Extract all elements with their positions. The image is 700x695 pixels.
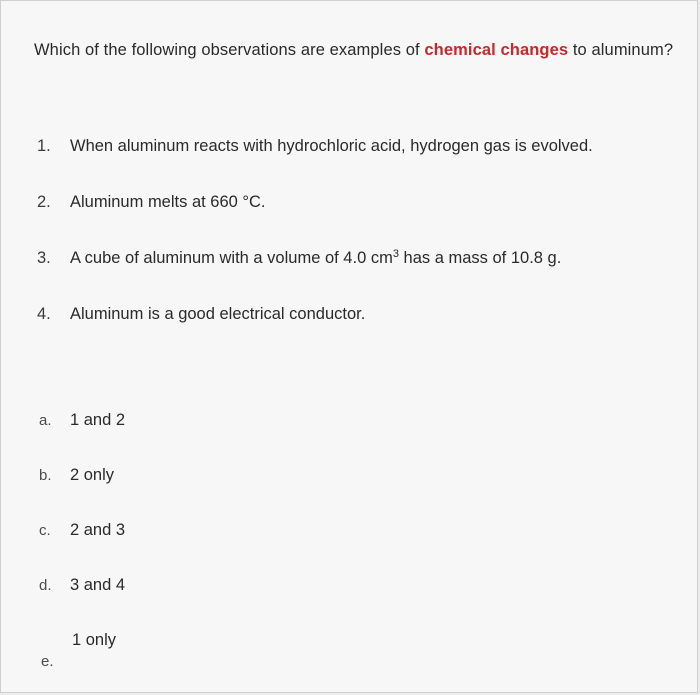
statement-text: When aluminum reacts with hydrochloric acid, hydrogen gas is evolved. bbox=[70, 137, 593, 155]
statement-text-after: has a mass of 10.8 g. bbox=[398, 249, 562, 267]
statement-text: Aluminum melts at 660 °C. bbox=[70, 193, 266, 211]
option-text: 2 and 3 bbox=[70, 521, 126, 539]
option-d[interactable] bbox=[39, 576, 125, 595]
option-text: 2 only bbox=[70, 466, 115, 484]
statement-2 bbox=[37, 193, 266, 212]
option-letter: e. bbox=[41, 653, 54, 670]
question-prefix: Which of the following observations are examples of bbox=[34, 41, 425, 59]
question-emphasis: chemical changes bbox=[424, 41, 569, 59]
statement-text: Aluminum is a good electrical conductor. bbox=[70, 305, 366, 323]
option-letter: a. bbox=[39, 412, 52, 429]
statement-1 bbox=[37, 137, 593, 156]
option-a[interactable] bbox=[39, 411, 125, 430]
option-letter: c. bbox=[39, 522, 51, 539]
statement-number: 2. bbox=[37, 193, 51, 211]
option-b[interactable] bbox=[39, 466, 114, 485]
superscript-exponent: 3 bbox=[392, 248, 399, 260]
statement-text-before: A cube of aluminum with a volume of 4.0 cm bbox=[70, 249, 393, 267]
question-suffix: to aluminum? bbox=[568, 41, 674, 59]
option-c[interactable] bbox=[39, 521, 125, 540]
option-text: 1 only bbox=[72, 631, 117, 649]
option-letter: d. bbox=[39, 577, 52, 594]
statement-number: 1. bbox=[37, 137, 51, 155]
statement-number: 3. bbox=[37, 249, 51, 267]
statement-3 bbox=[37, 249, 561, 268]
option-letter: b. bbox=[39, 467, 52, 484]
option-text: 1 and 2 bbox=[70, 411, 126, 429]
question-text bbox=[34, 41, 673, 60]
statement-number: 4. bbox=[37, 305, 51, 323]
option-text: 3 and 4 bbox=[70, 576, 126, 594]
statement-4 bbox=[37, 305, 365, 324]
